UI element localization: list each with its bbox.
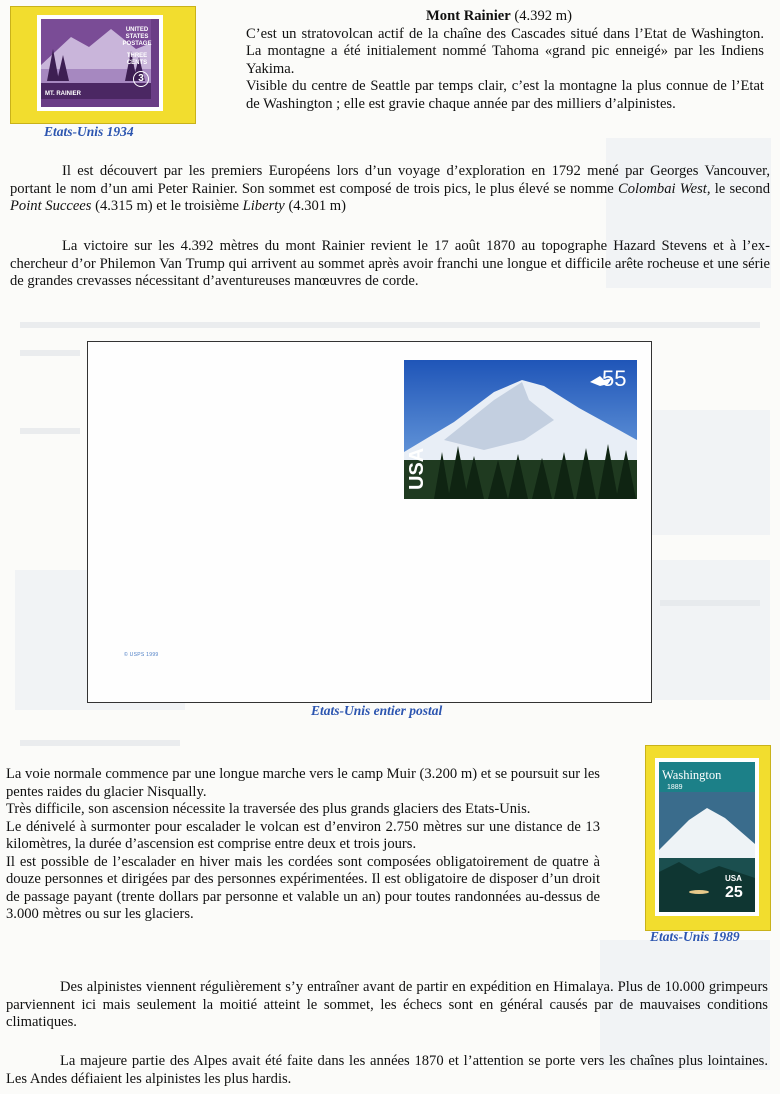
- route-paragraph-2: Très difficile, son ascension nécessite la traversée des plus grands glaciers des Etats-Unis.: [6, 801, 531, 817]
- stamp-1989-denomination: 25: [725, 884, 743, 901]
- ghost-block: [650, 560, 770, 700]
- peak-colombai-west: Colombai West: [618, 180, 707, 197]
- peak-point-succees: Point Succees: [10, 198, 92, 214]
- ghost-line: [20, 740, 180, 746]
- stamp-1934-top-text: UNITED STATES POSTAGE: [122, 27, 152, 47]
- stamp-1989-name: Washington: [662, 768, 722, 782]
- stamp-1989-year: 1889: [667, 784, 683, 791]
- himalaya-paragraph: Des alpinistes viennent régulièrement s’y entraîner avant de partir en expédition en Himalaya. Plus de 10.000 grimpeurs parviennent ici mais seulement la moitié atteint le sommet, les échecs sont en général causés par de mauvaises conditions climatiques.: [6, 979, 768, 1030]
- stamp-1934-label: MT. RAINIER: [45, 91, 81, 97]
- route-block: [6, 766, 600, 924]
- route-paragraph-1: La voie normale commence par une longue marche vers le camp Muir (3.200 m) et se poursuit sur les pentes raides du glacier Nisqually.: [6, 766, 600, 800]
- envelope-price: 55: [602, 366, 627, 391]
- page-title-altitude: (4.392 m): [514, 8, 572, 24]
- stamp-1934-value-text: THREE CENTS: [126, 53, 148, 66]
- stamp-1989: [645, 745, 771, 931]
- victory-paragraph: La victoire sur les 4.392 mètres du mont Rainier revient le 17 août 1870 au topographe Hazard Stevens et à l’ex-chercheur d’or Philemon Van Trump qui arrivent au sommet après avoir franchi une longue et difficile arête rocheuse et une série de grandes crevasses nécessitant d’aventureuses manœuvres de corde.: [10, 238, 770, 289]
- stamp-1989-country: USA: [725, 874, 742, 883]
- peak-liberty: Liberty: [242, 198, 285, 214]
- page-title: Mont Rainier: [426, 8, 511, 24]
- stamp-1989-art: [659, 762, 755, 912]
- ghost-line: [660, 600, 760, 606]
- ghost-line: [20, 322, 760, 328]
- ghost-line: [20, 428, 80, 434]
- alps-paragraph: La majeure partie des Alpes avait été faite dans les années 1870 et l’attention se porte vers les chaînes plus lointaines. Les Andes défiaient les alpinistes les plus hardis.: [6, 1053, 768, 1087]
- intro-paragraph-2: Visible du centre de Seattle par temps clair, c’est la montagne la plus connue de l’Etat de Washington ; elle est gravie chaque année par des milliers d’alpinistes.: [246, 78, 764, 112]
- stamp-1934-caption: Etats-Unis 1934: [44, 124, 134, 139]
- stamp-1989-caption: Etats-Unis 1989: [650, 929, 740, 944]
- route-paragraph-3: Le dénivelé à surmonter pour escalader le volcan est d’environ 2.750 mètres sur une distance de 13 kilomètres, la durée d’ascension est comprise entre deux et trois jours.: [6, 818, 600, 852]
- stamp-1934-art: [41, 19, 159, 107]
- postal-stationery-envelope: [87, 341, 652, 703]
- envelope-indicium: [404, 360, 637, 499]
- route-paragraph-4: Il est possible de l’escalader en hiver mais les cordées sont composées obligatoirement de quatre à douze personnes et dirigées par des personnes expérimentées. Il est obligatoire de disposer d’un droit de passage payant (trente dollars par personne et valable un an) pour toutes randonnées au-dessus de 3.000 mètres ou sur les glaciers.: [6, 853, 600, 922]
- intro-block: [246, 8, 764, 113]
- stamp-1934-denomination: 3: [133, 71, 149, 87]
- ghost-line: [20, 350, 80, 356]
- intro-paragraph-1: C’est un stratovolcan actif de la chaîne des Cascades situé dans l’Etat de Washington. La montagne a été initialement nommé Tahoma «grand pic enneigé» par les Indiens Yakima.: [246, 25, 764, 77]
- envelope-printer-mark: © USPS 1999: [124, 652, 159, 658]
- envelope-country: USA: [406, 447, 428, 490]
- envelope-caption: Etats-Unis entier postal: [311, 703, 443, 718]
- discovery-paragraph: Il est découvert par les premiers Européens lors d’un voyage d’exploration en 1792 mené par Georges Vancouver, portant le nom d’un ami Peter Rainier. Son sommet est composé de trois pics, le plus élevé se nomme Colombai West, le second Point Succees (4.315 m) et le troisième Liberty (4.301 m): [10, 163, 770, 214]
- stamp-1934: [10, 6, 196, 124]
